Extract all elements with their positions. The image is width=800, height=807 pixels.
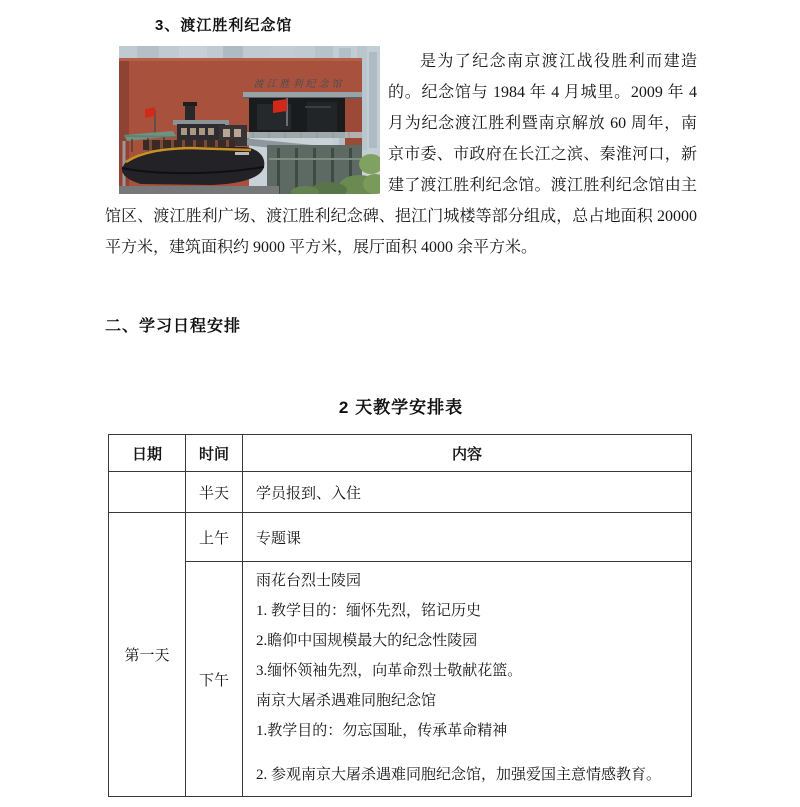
memorial-photo — [119, 46, 380, 194]
col-header-date: 日期 — [109, 435, 186, 472]
eave-beam — [243, 92, 362, 97]
table-row-morning — [109, 513, 692, 562]
section3-paragraph: 是为了纪念南京渡江战役胜利而建造的。纪念馆与 1984 年 4 月城里。2009 年 4 月为纪念渡江胜利暨南京解放 60 周年，南京市委、市政府在长江之滨、秦淮河口，新建了渡江胜利纪念馆。渡江胜利纪念馆由主馆区、渡江胜利广场、渡江胜利纪念碑、挹江门城楼等部分组成，总占地面积 20000 平方米，建筑面积约 9000 平方米，展厅面积 4000 余平方米。 — [105, 53, 697, 256]
table-row-afternoon — [109, 562, 692, 797]
ground — [119, 186, 279, 194]
content-line: 2. 参观南京大屠杀遇难同胞纪念馆，加强爱国主意情感教育。 — [256, 767, 662, 783]
building-sign-calligraphy: 渡江胜利纪念馆 — [253, 79, 345, 90]
cell-time-morning: 上午 — [186, 513, 243, 562]
table-row-checkin — [109, 472, 692, 513]
content-line: 南京大屠杀遇难同胞纪念馆 — [256, 693, 437, 709]
schedule-table — [108, 434, 692, 797]
cell-content-afternoon — [243, 562, 692, 797]
content-line: 1.教学目的：勿忘国耻，传承革命精神 — [256, 723, 508, 739]
cell-content-morning: 专题课 — [243, 513, 692, 562]
section3-heading: 3、渡江胜利纪念馆 — [155, 17, 293, 34]
cell-date-day1: 第一天 — [109, 513, 186, 797]
col-header-content: 内容 — [243, 435, 692, 472]
section2-heading: 二、学习日程安排 — [105, 318, 242, 335]
header-row — [109, 435, 692, 472]
red-flag — [273, 99, 287, 113]
col-header-time: 时间 — [186, 435, 243, 472]
content-line: 1. 教学目的：缅怀先烈，铭记历史 — [256, 603, 482, 619]
schedule-table-title: 2 天教学安排表 — [338, 398, 464, 417]
cell-date-empty — [109, 472, 186, 513]
content-line: 2.瞻仰中国规模最大的纪念性陵园 — [256, 633, 478, 649]
memorial-photo-illustration — [119, 46, 380, 194]
cell-time-halfday: 半天 — [186, 472, 243, 513]
cell-content-checkin: 学员报到、入住 — [243, 472, 692, 513]
content-line: 3.缅怀领袖先烈，向革命烈士敬献花篮。 — [256, 663, 523, 679]
cell-time-afternoon: 下午 — [186, 562, 243, 797]
content-line: 雨花台烈士陵园 — [256, 573, 362, 589]
section3-body — [105, 46, 697, 263]
